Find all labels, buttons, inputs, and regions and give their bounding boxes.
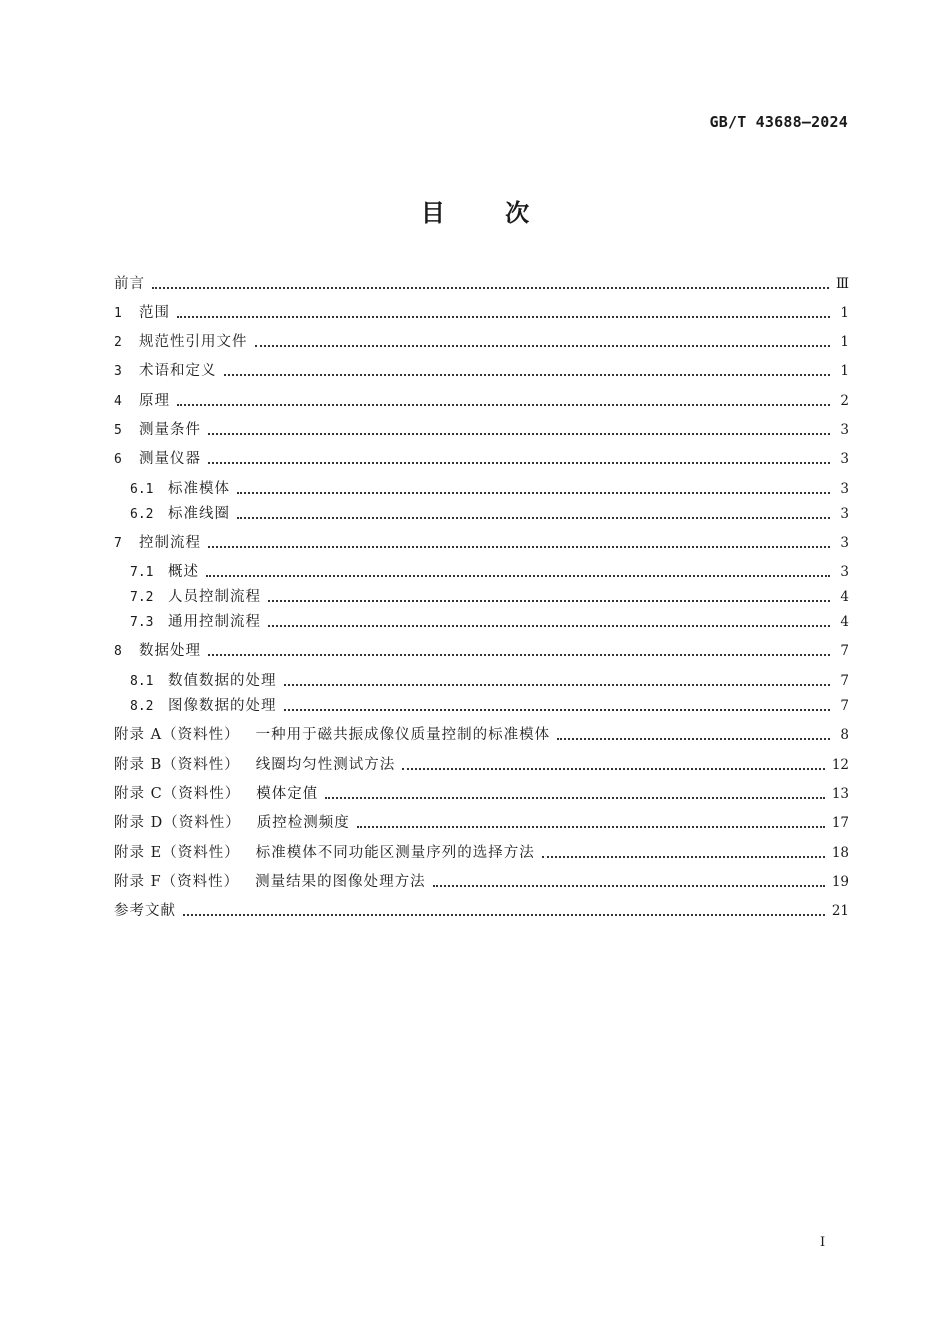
toc-entry-title: 测量仪器 bbox=[139, 451, 201, 467]
toc-entry[interactable] bbox=[114, 391, 849, 411]
dot-leader bbox=[402, 767, 825, 770]
toc-entry-title: 通用控制流程 bbox=[168, 614, 261, 630]
toc-entry-page: 3 bbox=[840, 506, 849, 522]
toc-entry-page: 7 bbox=[840, 643, 849, 659]
toc-entry[interactable] bbox=[114, 449, 849, 469]
dot-leader bbox=[357, 825, 825, 828]
toc-entry-page: 17 bbox=[831, 815, 849, 831]
toc-entry-page: 8 bbox=[840, 727, 849, 743]
toc-entry-title: 标准线圈 bbox=[168, 506, 230, 522]
toc-entry[interactable] bbox=[130, 504, 849, 524]
toc-entry-title: 质控检测频度 bbox=[256, 815, 350, 831]
toc-entry-title: 标准模体 bbox=[168, 481, 230, 497]
toc-entry-number: 4 bbox=[114, 394, 122, 409]
toc-entry-title: 一种用于磁共振成像仪质量控制的标准模体 bbox=[255, 727, 551, 743]
toc-heading-char-1: 目 bbox=[420, 199, 445, 227]
toc-entry-page: 3 bbox=[840, 535, 849, 551]
toc-entry[interactable] bbox=[114, 755, 849, 775]
toc-entry-title: 原理 bbox=[139, 393, 170, 409]
toc-entry-number: 8.2 bbox=[130, 699, 154, 714]
toc-entry-title: 规范性引用文件 bbox=[139, 334, 248, 350]
toc-entry-page: 7 bbox=[840, 698, 849, 714]
toc-entry-title: 模体定值 bbox=[256, 786, 319, 802]
toc-entry-title: 人员控制流程 bbox=[168, 589, 261, 605]
toc-entry-number: 7.3 bbox=[130, 615, 154, 630]
toc-entry[interactable] bbox=[114, 641, 849, 661]
dot-leader bbox=[557, 737, 830, 740]
toc-entry-annex-label: 附录 E（资料性） bbox=[114, 845, 240, 861]
toc-entry-page: 19 bbox=[831, 874, 849, 890]
toc-entry-title: 数值数据的处理 bbox=[168, 673, 277, 689]
toc-entry[interactable] bbox=[114, 725, 849, 745]
toc-entry-number: 7.1 bbox=[130, 565, 154, 580]
toc-entry-number: 6 bbox=[114, 452, 122, 467]
dot-leader bbox=[268, 624, 830, 627]
toc-entry[interactable] bbox=[114, 872, 849, 892]
toc-entry-annex-label: 附录 D（资料性） bbox=[114, 815, 241, 831]
toc-entry-title: 前言 bbox=[114, 276, 145, 292]
toc-entry-page: 1 bbox=[840, 363, 849, 379]
toc-entry[interactable] bbox=[114, 784, 849, 804]
toc-entry[interactable] bbox=[114, 274, 849, 294]
dot-leader bbox=[152, 286, 829, 289]
toc-entry-number: 5 bbox=[114, 423, 122, 438]
toc-entry[interactable] bbox=[114, 533, 849, 553]
toc-entry[interactable] bbox=[114, 901, 849, 921]
toc-entry-number: 6.1 bbox=[130, 482, 154, 497]
toc-entry-number: 8 bbox=[114, 644, 122, 659]
dot-leader bbox=[237, 516, 830, 519]
toc-entry[interactable] bbox=[130, 479, 849, 499]
dot-leader bbox=[542, 855, 825, 858]
dot-leader bbox=[177, 315, 830, 318]
standard-number: GB/T 43688—2024 bbox=[709, 113, 848, 131]
footer-page-number: I bbox=[820, 1235, 826, 1250]
toc-entry-number: 3 bbox=[114, 364, 122, 379]
toc-entry[interactable] bbox=[130, 696, 849, 716]
toc-entry-page: Ⅲ bbox=[835, 276, 849, 292]
dot-leader bbox=[433, 884, 825, 887]
dot-leader bbox=[284, 683, 831, 686]
toc-entry-title: 数据处理 bbox=[139, 643, 201, 659]
toc-entry-page: 1 bbox=[840, 305, 849, 321]
toc-entry-title: 控制流程 bbox=[139, 535, 201, 551]
dot-leader bbox=[183, 913, 825, 916]
toc-entry-annex-label: 附录 B（资料性） bbox=[114, 757, 240, 773]
toc-entry-title: 测量结果的图像处理方法 bbox=[255, 874, 426, 890]
toc-entry-title: 术语和定义 bbox=[139, 363, 217, 379]
dot-leader bbox=[224, 373, 831, 376]
toc-entry-title: 线圈均匀性测试方法 bbox=[255, 757, 396, 773]
toc-entry[interactable] bbox=[114, 361, 849, 381]
toc-entry-number: 7 bbox=[114, 536, 122, 551]
toc-entry-page: 18 bbox=[831, 845, 849, 861]
dot-leader bbox=[325, 796, 825, 799]
toc-heading bbox=[0, 193, 950, 228]
toc-entry-page: 21 bbox=[831, 903, 849, 919]
toc-entry-annex-label: 附录 A（资料性） bbox=[114, 727, 240, 743]
toc-entry-title: 测量条件 bbox=[139, 422, 201, 438]
toc-entry[interactable] bbox=[130, 671, 849, 691]
dot-leader bbox=[255, 344, 831, 347]
toc-entry[interactable] bbox=[114, 813, 849, 833]
toc-entry-title: 概述 bbox=[168, 564, 199, 580]
toc-entry-page: 4 bbox=[840, 614, 849, 630]
dot-leader bbox=[284, 708, 831, 711]
toc-entry-number: 7.2 bbox=[130, 590, 154, 605]
toc-entry[interactable] bbox=[114, 420, 849, 440]
toc-entry-page: 4 bbox=[840, 589, 849, 605]
toc-entry-annex-label: 附录 C（资料性） bbox=[114, 786, 241, 802]
toc-entry-number: 8.1 bbox=[130, 674, 154, 689]
toc-entry-page: 12 bbox=[831, 757, 849, 773]
toc-entry[interactable] bbox=[114, 303, 849, 323]
toc-heading-char-2: 次 bbox=[505, 199, 530, 227]
dot-leader bbox=[208, 461, 830, 464]
toc-entry-page: 13 bbox=[831, 786, 849, 802]
toc-entry-page: 3 bbox=[840, 422, 849, 438]
toc-entry-number: 2 bbox=[114, 335, 122, 350]
dot-leader bbox=[237, 491, 830, 494]
dot-leader bbox=[268, 599, 830, 602]
dot-leader bbox=[206, 574, 830, 577]
toc-entry-page: 3 bbox=[840, 481, 849, 497]
toc-entry-number: 6.2 bbox=[130, 507, 154, 522]
toc-entry-page: 3 bbox=[840, 564, 849, 580]
toc-entry-page: 1 bbox=[840, 334, 849, 350]
dot-leader bbox=[177, 403, 830, 406]
toc-entry-page: 2 bbox=[840, 393, 849, 409]
toc-entry[interactable] bbox=[130, 612, 849, 632]
toc-entry-title: 参考文献 bbox=[114, 903, 176, 919]
toc-entry-title: 范围 bbox=[139, 305, 170, 321]
toc-entry[interactable] bbox=[114, 843, 849, 863]
dot-leader bbox=[208, 653, 830, 656]
toc-entry-title: 标准模体不同功能区测量序列的选择方法 bbox=[255, 845, 535, 861]
toc-entry[interactable] bbox=[130, 562, 849, 582]
toc-entry[interactable] bbox=[130, 587, 849, 607]
toc-entry-page: 7 bbox=[840, 673, 849, 689]
toc-entry-page: 3 bbox=[840, 451, 849, 467]
dot-leader bbox=[208, 432, 830, 435]
toc-entry-title: 图像数据的处理 bbox=[168, 698, 277, 714]
toc-entry-annex-label: 附录 F（资料性） bbox=[114, 874, 240, 890]
dot-leader bbox=[208, 545, 830, 548]
toc-entry[interactable] bbox=[114, 332, 849, 352]
toc-entry-number: 1 bbox=[114, 306, 122, 321]
